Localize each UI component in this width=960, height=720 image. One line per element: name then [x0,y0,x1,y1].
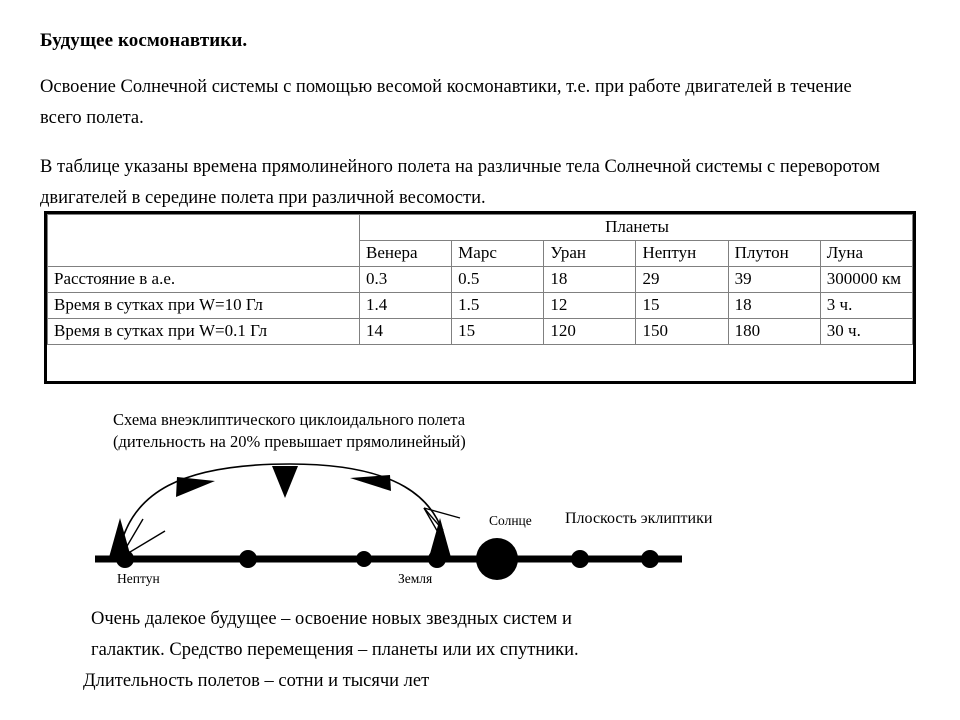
table-cell: 15 [636,293,728,319]
planet-dot-neptune [116,550,134,568]
table-intro-paragraph: В таблице указаны времена прямолинейного полета на различные тела Солнечной системы с переворотом двигателей в середине полета при различной весомости. [40,157,880,208]
table-col-header-neptun: Нептун [636,241,728,267]
closing-line-2: галактик. Средство перемещения – планеты или их спутники. [91,640,579,660]
planet-dot-3 [356,551,372,567]
flight-times-table [47,214,913,345]
table-col-header-mars: Марс [452,241,544,267]
table-header-row-group [48,215,913,241]
table-row [48,319,913,345]
table-cell: 1.5 [452,293,544,319]
sun-disc [476,538,518,580]
cycloidal-flight-diagram [0,398,960,598]
table-col-header-pluton: Плутон [728,241,820,267]
planet-dot-earth [428,550,446,568]
diagram-caption-line-2: (дительность на 20% превышает прямолинейный) [113,432,466,451]
diagram-caption-line-1: Схема внеэклиптического циклоидального полета [113,410,466,429]
table-cell: 180 [728,319,820,345]
planet-dot-5 [571,550,589,568]
table-col-header-uran: Уран [544,241,636,267]
table-cell: 14 [360,319,452,345]
row-label: Время в сутках при W=0.1 Гл [48,319,360,345]
table-cell: 18 [544,267,636,293]
table-cell: 120 [544,319,636,345]
table-cell: 18 [728,293,820,319]
table-cell: 3 ч. [820,293,912,319]
planet-dot-2 [239,550,257,568]
table-col-header-luna: Луна [820,241,912,267]
closing-paragraph [83,604,861,697]
table-cell: 0.3 [360,267,452,293]
row-label: Расстояние в а.е. [48,267,360,293]
page-title: Будущее космонавтики. [40,30,248,51]
arc-arrowhead-right-icon [350,475,391,491]
table-cell: 39 [728,267,820,293]
table-corner-cell [48,215,360,267]
flight-times-table-wrapper [47,214,913,345]
label-ecliptic-plane: Плоскость эклиптики [565,510,713,527]
label-sun: Солнце [489,513,532,528]
planet-dot-6 [641,550,659,568]
label-neptune: Нептун [117,571,160,586]
diagram-graphic [0,398,960,598]
table-col-header-venera: Венера [360,241,452,267]
table-row [48,267,913,293]
table-cell: 150 [636,319,728,345]
table-cell: 1.4 [360,293,452,319]
closing-line-1: Очень далекое будущее – освоение новых звездных систем и [91,609,572,629]
intro-paragraph: Освоение Солнечной системы с помощью весомой космонавтики, т.е. при работе двигателей в течение всего полета. [40,77,852,128]
table-cell: 300000 км [820,267,912,293]
table-cell: 0.5 [452,267,544,293]
table-group-header: Планеты [360,215,913,241]
row-label: Время в сутках при W=10 Гл [48,293,360,319]
table-cell: 30 ч. [820,319,912,345]
table-row [48,293,913,319]
closing-line-3: Длительность полетов – сотни и тысячи лет [83,671,430,691]
table-cell: 29 [636,267,728,293]
table-cell: 15 [452,319,544,345]
label-earth: Земля [398,571,433,586]
arc-arrowhead-top-icon [272,466,298,498]
table-cell: 12 [544,293,636,319]
arc-arrowhead-left-icon [176,477,215,497]
